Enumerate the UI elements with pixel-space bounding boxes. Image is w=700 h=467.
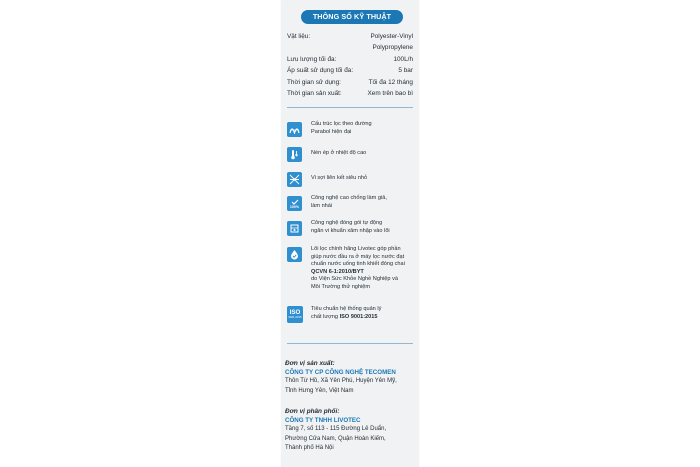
spec-value: Tối đa 12 tháng [368,79,413,86]
iso-certificate-icon [287,306,303,323]
spec-label: Áp suất sử dụng tối đa: [287,67,354,74]
distributor-address-line: Phường Cửa Nam, Quận Hoàn Kiếm, [285,435,386,442]
feature-text-bold: ISO 9001:2015 [339,313,378,320]
feature-text: Cấu trúc lọc theo đường [311,121,372,127]
spec-value: 5 bar [398,67,413,74]
spec-value: Polyester-Vinyl [370,33,413,40]
distributor-block [285,407,417,453]
feature-text: chuẩn nước uống tinh khiết đóng chai [311,261,405,268]
feature-text: Vi sợi liên kết siêu nhỏ [311,175,368,181]
manufacturer-address-line: Thôn Từ Hồ, Xã Yên Phú, Huyện Yên Mỹ, [285,378,397,385]
spec-value: Polypropylene [372,44,413,51]
manufacturer-title: Đơn vị sản xuất: [285,360,335,367]
distributor-name: CÔNG TY TNHH LIVOTEC [285,417,361,425]
badge-text: ISO [289,309,301,317]
feature-text: làm nhái [311,202,333,209]
feature-text: Tiêu chuẩn hệ thống quản lý [311,306,382,312]
spec-header-title: THÔNG SỐ KỸ THUẬT [301,10,403,24]
spec-value: 100L/h [393,56,413,63]
badge-text: 100% [289,204,300,209]
spec-label: Thời gian sản xuất: [287,90,342,97]
spec-label: Vật liệu: [287,33,311,40]
anti-bacteria-100-icon [287,196,302,211]
feature-text: Parabol hiện đại [311,128,352,135]
feature-text: Lõi lọc chính hãng Livotec góp phần [311,246,401,252]
manufacturer-address-line: Tỉnh Hưng Yên, Việt Nam [285,387,354,394]
spec-label: Thời gian sử dụng: [287,79,341,86]
distributor-title: Đơn vị phân phối: [285,408,340,415]
feature-text-prefix: chất lượng [311,313,340,320]
distributor-address-line: Tầng 7, số 113 - 115 Đường Lê Duẩn, [285,426,387,433]
feature-text: Công nghệ đóng gói tự động [311,220,383,226]
fiber-mesh-icon [287,172,302,187]
divider [287,343,413,344]
feature-text: ngăn vi khuẩn xâm nhập vào lõi [311,227,390,234]
feature-text: Nén ép ở nhiệt độ cao [311,150,367,156]
sealed-pack-icon [287,221,302,236]
feature-text: Công nghệ cao chống làm giả, [311,195,387,201]
spec-value: Xem trên bao bì [367,90,413,97]
manufacturer-name: CÔNG TY CP CÔNG NGHỆ TECOMEN [285,369,396,377]
thermometer-pressure-icon [287,147,302,162]
feature-standard-code: QCVN 6-1:2010/BYT [311,268,364,275]
badge-subtext: 9001:2015 [288,315,302,320]
water-drop-shield-icon [287,247,302,262]
feature-text: do Viện Sức Khỏe Nghề Nghiệp và [311,276,398,283]
spec-label: Lưu lượng tối đa: [287,56,337,63]
feature-text: Môi Trường thử nghiệm [311,283,371,290]
wave-structure-icon [287,122,302,137]
feature-text: giúp nước đầu ra ở máy lọc nước đạt [311,253,405,260]
spec-sheet-card [281,0,419,467]
feature-text [311,314,415,322]
divider [287,107,413,108]
distributor-address-line: Thành phố Hà Nội [285,444,334,451]
manufacturer-block [285,359,417,396]
